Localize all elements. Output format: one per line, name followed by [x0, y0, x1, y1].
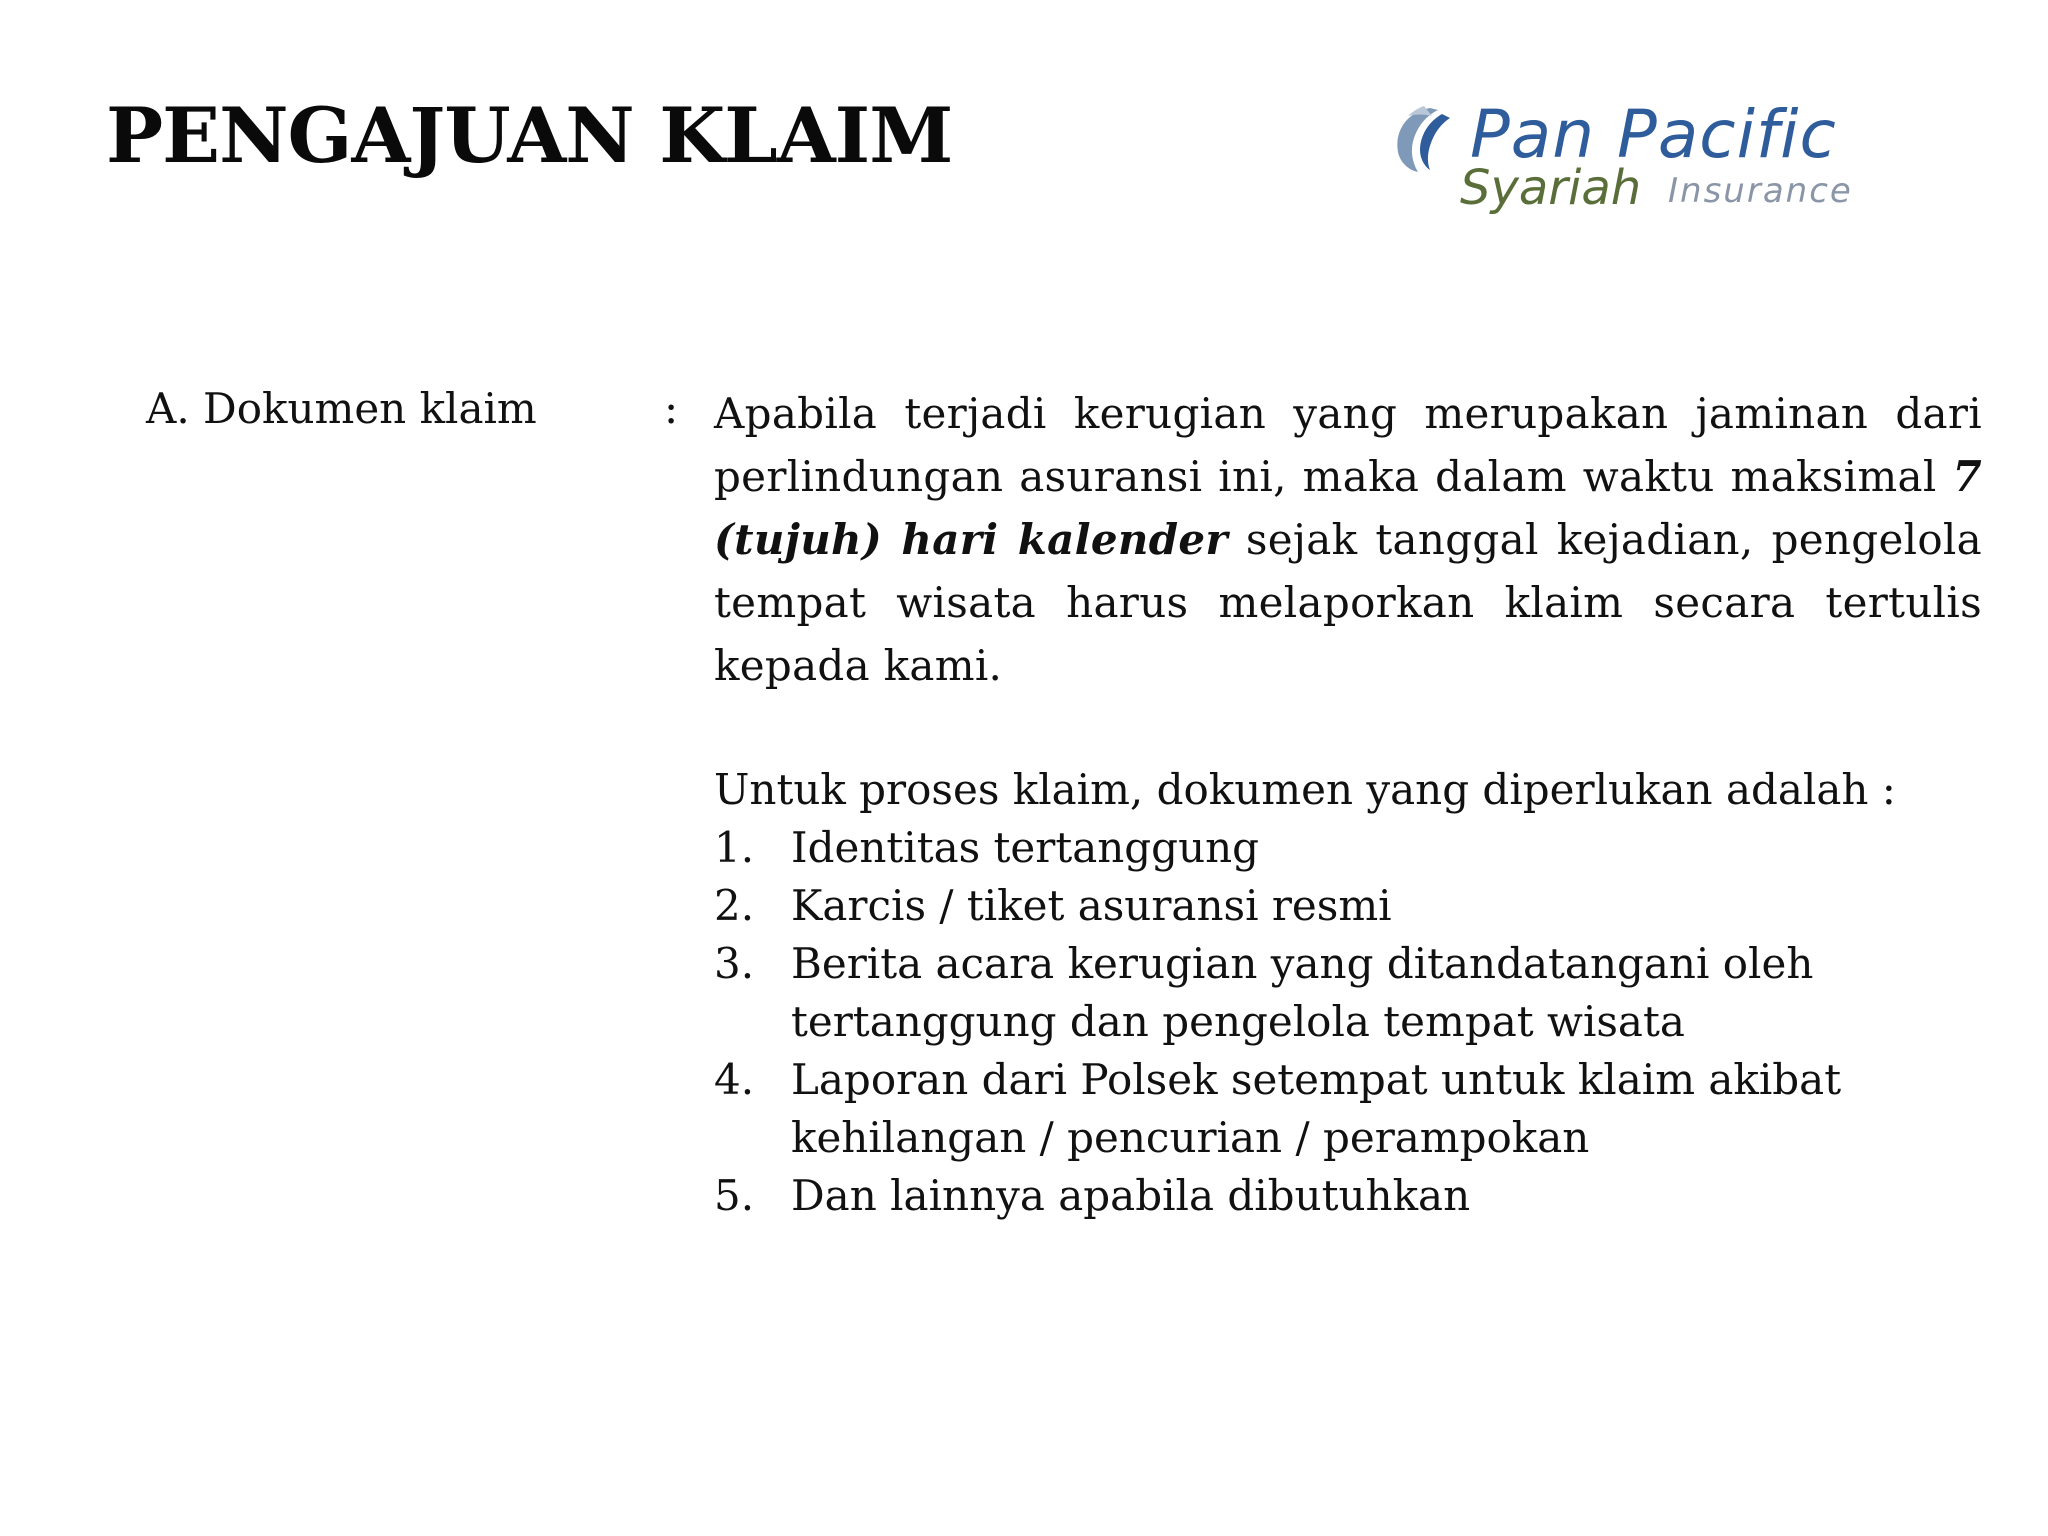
company-logo	[1390, 96, 1920, 230]
logo-text-pan-pacific: Pan Pacific	[1470, 96, 1837, 173]
list-item-text: Berita acara kerugian yang ditandatangani oleh tertanggung dan pengelola tempat wisata	[791, 939, 1814, 1046]
claim-paragraph-part1: Apabila terjadi kerugian yang merupakan jaminan dari perlindungan asuransi ini, maka dalam waktu maksimal	[714, 389, 1982, 501]
claim-paragraph	[714, 382, 1982, 697]
list-item-number: 4.	[714, 1055, 755, 1104]
section-colon: :	[664, 384, 679, 433]
list-item-number: 1.	[714, 823, 755, 872]
list-item	[714, 1167, 1982, 1225]
list-item-text: Dan lainnya apabila dibutuhkan	[791, 1171, 1471, 1220]
leaf-logo-icon	[1390, 104, 1452, 174]
list-item-number: 5.	[714, 1171, 755, 1220]
documents-intro: Untuk proses klaim, dokumen yang diperlukan adalah :	[714, 765, 1896, 814]
list-item	[714, 819, 1982, 877]
logo-text-syariah: Syariah	[1460, 160, 1642, 216]
list-item	[714, 877, 1982, 935]
list-item-text: Laporan dari Polsek setempat untuk klaim akibat kehilangan / pencurian / perampokan	[791, 1055, 1842, 1162]
logo-text-insurance: Insurance	[1668, 171, 1853, 211]
list-item	[714, 1051, 1982, 1167]
list-item	[714, 935, 1982, 1051]
section-content	[714, 382, 1982, 1225]
claim-paragraph-part2: sejak tanggal kejadian, pengelola tempat wisata harus melaporkan klaim secara tertulis kepada kami.	[714, 515, 1982, 690]
claim-deadline-emphasis: 7 (tujuh) hari kalender	[714, 452, 1982, 564]
list-item-text: Karcis / tiket asuransi resmi	[791, 881, 1392, 930]
list-item-text: Identitas tertanggung	[791, 823, 1260, 872]
list-item-number: 2.	[714, 881, 755, 930]
page-title: PENGAJUAN KLAIM	[106, 91, 953, 180]
documents-list	[714, 819, 1982, 1225]
list-item-number: 3.	[714, 939, 755, 988]
section-label: A. Dokumen klaim	[146, 384, 537, 433]
